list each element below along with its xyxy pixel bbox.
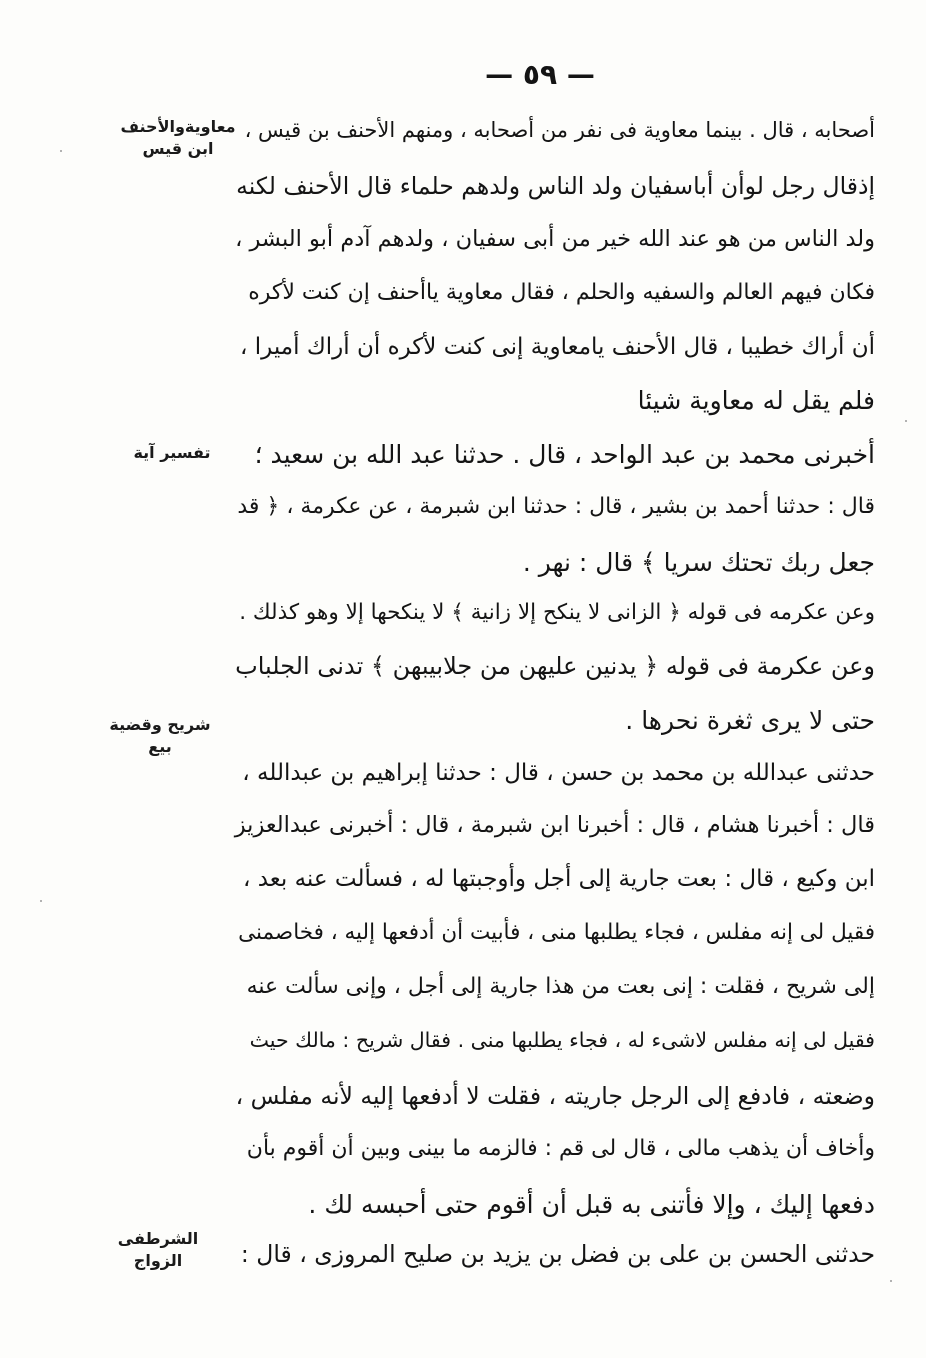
margin-note-tafsir [112,442,232,464]
text-line: أن أراك خطيبا ، قال الأحنف يامعاوية إنى كنت لأكره أن أراك أميرا ، [240,334,875,360]
scan-speck [890,1280,892,1282]
text-line: فكان فيهم العالم والسفيه والحلم ، فقال معاوية ياأحنف إن كنت لأكره [248,280,875,305]
text-line: وعن عكرمة فى قوله ﴿ يدنين عليهن من جلابيبهن ﴾ تدنى الجلباب [235,652,875,680]
scan-speck [60,150,62,152]
text-line: قال : حدثنا أحمد بن بشير ، قال : حدثنا ابن شبرمة ، عن عكرمة ، ﴿ قد [237,494,875,519]
scan-speck [40,900,42,902]
margin-note-line: معاويةوالأحنف [120,117,236,136]
text-line: حدثنى الحسن بن على بن فضل بن يزيد بن صليح المروزى ، قال : [240,1240,875,1268]
margin-note-line: تفسير آية [133,443,211,462]
text-line: ولد الناس من هو عند الله خير من أبى سفيان ، ولدهم آدم أبو البشر ، [235,226,875,252]
margin-note-line: الزواج [133,1251,183,1270]
margin-note-line: ابن قيس [142,139,214,158]
text-line: حتى لا يرى ثغرة نحرها . [625,706,875,735]
text-line: جعل ربك تحتك سريا ﴾ قال : نهر . [522,548,875,577]
text-line: فلم يقل له معاوية شيئا [637,386,875,415]
margin-note-muawiya [108,116,248,160]
text-line: وضعته ، فادفع إلى الرجل جاريته ، فقلت لا أدفعها إليه لأنه مفلس ، [235,1082,875,1110]
text-line: أخبرنى محمد بن عبد الواحد ، قال . حدثنا عبد الله بن سعيد ؛ [254,440,875,469]
text-line: فقيل لى إنه مفلس لاشىء له ، فجاء يطلبها منى . فقال شريح : مالك حيث [249,1028,875,1052]
text-line: إذقال رجل لوأن أباسفيان ولد الناس ولدهم حلماء قال الأحنف لكنه [236,172,875,200]
margin-note-line: بيع [148,737,172,756]
scan-speck [905,420,907,422]
page-number: — ٥٩ — [485,58,595,91]
text-line: فقيل لى إنه مفلس ، فجاء يطلبها منى ، فأبيت أن أدفعها إليه ، فخاصمنى [238,920,875,945]
margin-note-shurayh [100,714,220,758]
margin-note-line: شريح وقضية [109,715,211,734]
text-line: حدثنى عبدالله بن محمد بن حسن ، قال : حدثنا إبراهيم بن عبدالله ، [242,760,875,786]
text-line: قال : أخبرنا هشام ، قال : أخبرنا ابن شبرمة ، قال : أخبرنى عبدالعزيز [234,812,875,838]
text-line: أصحابه ، قال . بينما معاوية فى نفر من أصحابه ، ومنهم الأحنف بن قيس ، [244,118,875,142]
text-line: إلى شريح ، فقلت : إنى بعت من هذا جارية إلى أجل ، وإنى سألت عنه [246,974,875,999]
text-line: دفعها إليك ، وإلا فأتنى به قبل أن أقوم حتى أحبسه لك . [308,1190,875,1219]
text-line: وعن عكرمه فى قوله ﴿ الزانى لا ينكح إلا زانية ﴾ لا ينكحها إلا وهو كذلك . [239,600,875,625]
text-line: ابن وكيع ، قال : بعت جارية إلى أجل وأوجبتها له ، فسألت عنه بعد ، [242,866,875,892]
margin-note-shart [98,1228,218,1272]
text-line: وأخاف أن يذهب مالى ، قال لى قم : فالزمه ما بينى وبين أن أقوم بأن [246,1136,875,1161]
margin-note-line: الشرطفى [117,1229,199,1248]
